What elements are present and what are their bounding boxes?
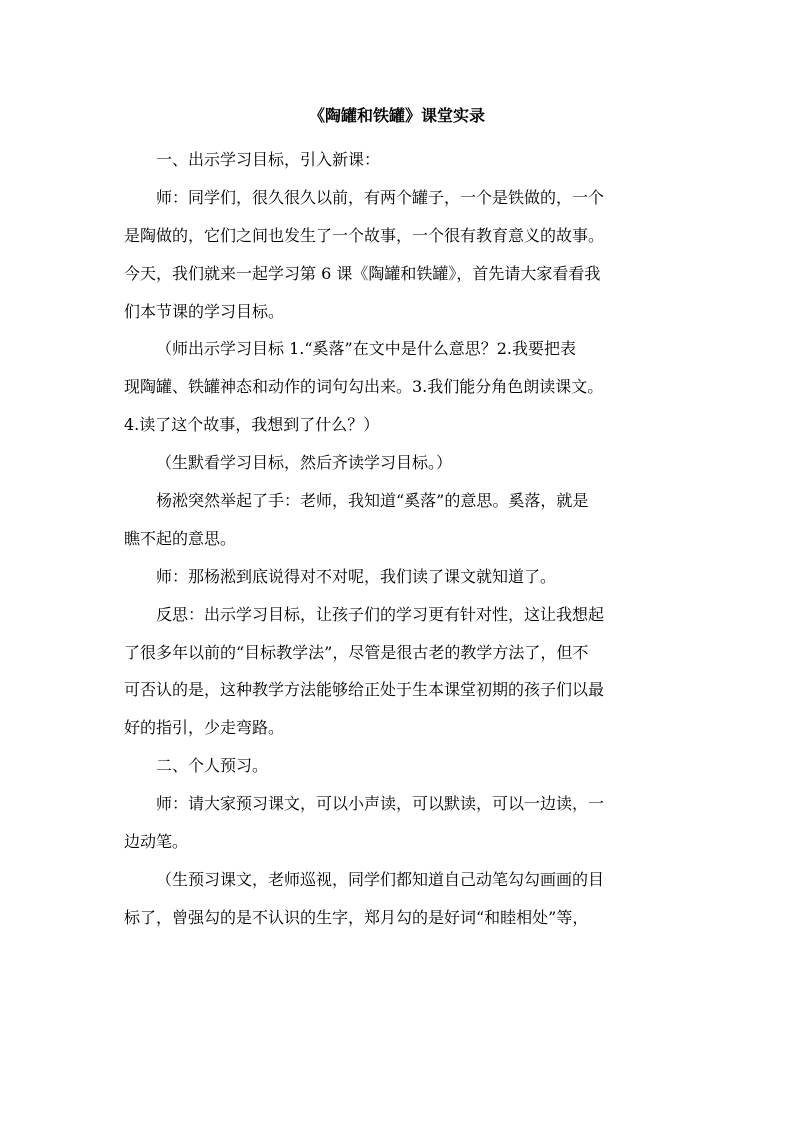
text-line: 师：同学们，很久很久以前，有两个罐子，一个是铁做的，一个 [156,187,605,207]
text-line: 二、个人预习。 [156,756,269,776]
text-line: 杨淞突然举起了手：老师，我知道“奚落”的意思。奚落，就是 [156,491,589,511]
text-line: 今天，我们就来一起学习第 6 课《陶罐和铁罐》，首先请大家看看我 [124,263,601,283]
text-line: 好的指引，少走弯路。 [124,718,285,738]
text-line: 标了，曾强勾的是不认识的生字，郑月勾的是好词“和睦相处”等， [124,907,589,927]
text-line: 们本节课的学习目标。 [124,301,285,321]
text-line: 边动笔。 [124,832,189,852]
document-title: 《陶罐和铁罐》课堂实录 [308,106,485,125]
text-line: 是陶做的，它们之间也发生了一个故事，一个很有教育意义的故事。 [124,225,605,245]
text-line: 反思：出示学习目标，让孩子们的学习更有针对性，这让我想起 [156,604,605,624]
text-line: （师出示学习目标 1.“奚落”在文中是什么意思？2.我要把表 [156,339,576,359]
document-body [124,141,684,937]
text-line: 现陶罐、铁罐神态和动作的词句勾出来。3.我们能分角色朗读课文。 [124,377,604,397]
text-line: 瞧不起的意思。 [124,528,237,548]
text-line: 了很多年以前的“目标教学法”，尽管是很古老的教学方法了，但不 [124,642,589,662]
text-line: 一、出示学习目标，引入新课： [156,150,381,169]
text-line: 师：那杨淞到底说得对不对呢，我们读了课文就知道了。 [156,566,557,586]
text-line: （生预习课文，老师巡视，同学们都知道自己动笔勾勾画画的目 [156,869,605,889]
text-line: 可否认的是，这种教学方法能够给正处于生本课堂初期的孩子们以最 [124,680,605,700]
text-line: 4.读了这个故事，我想到了什么？） [124,415,380,435]
text-line: （生默看学习目标，然后齐读学习目标。） [156,453,453,473]
text-line: 师：请大家预习课文，可以小声读，可以默读，可以一边读，一 [156,794,605,814]
